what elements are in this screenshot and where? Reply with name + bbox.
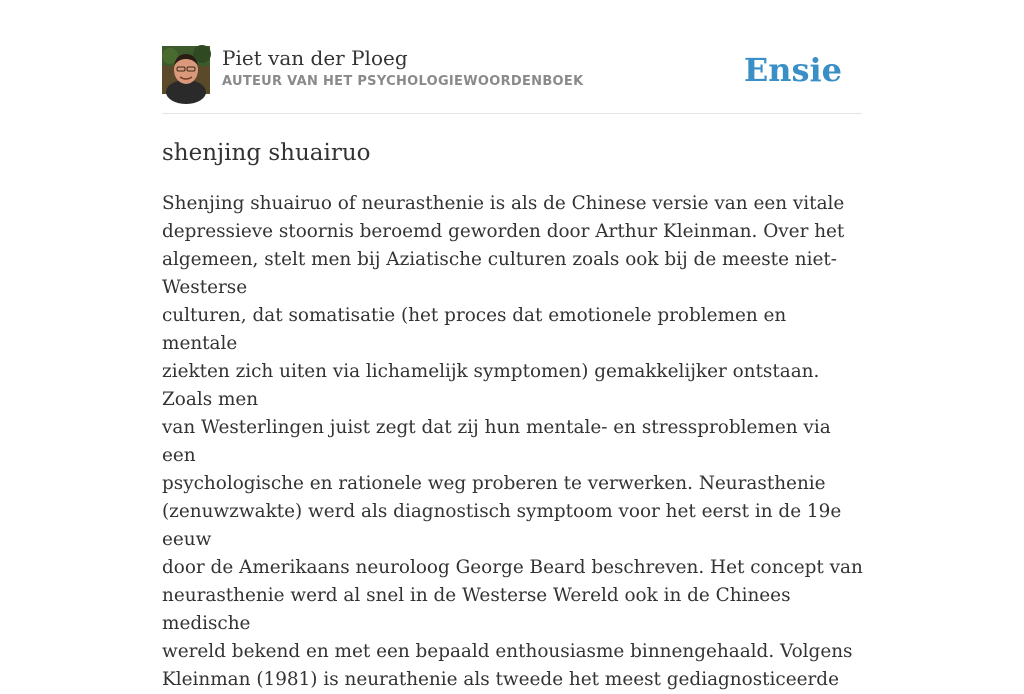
article-line: van Westerlingen juist zegt dat zij hun mentale- en stressproblemen via een — [162, 417, 831, 466]
article-line: Kleinman (1981) is neurathenie als tweede het meest gediagnosticeerde — [162, 669, 839, 690]
author-avatar-photo-icon — [162, 46, 210, 94]
article-line: depressieve stoornis beroemd geworden door Arthur Kleinman. Over het — [162, 221, 845, 242]
ensie-logo[interactable]: Ensie — [743, 51, 842, 89]
article-line: (zenuwzwakte) werd als diagnostisch symptoom voor het eerst in de 19e eeuw — [162, 501, 842, 550]
author-header — [162, 46, 862, 96]
article-title: shenjing shuairuo — [162, 140, 371, 166]
header-divider — [162, 113, 862, 114]
article-body — [162, 190, 866, 694]
article-line: door de Amerikaans neuroloog George Beard beschreven. Het concept van — [162, 557, 863, 578]
author-name[interactable]: Piet van der Ploeg — [222, 46, 408, 70]
author-avatar[interactable] — [162, 46, 210, 94]
article-line: neurasthenie werd al snel in de Westerse Wereld ook in de Chinees medische — [162, 585, 791, 634]
author-role: AUTEUR VAN HET PSYCHOLOGIEWOORDENBOEK — [222, 74, 584, 89]
article-line: psychologische en rationele weg proberen te verwerken. Neurasthenie — [162, 473, 826, 494]
article-line: Shenjing shuairuo of neurasthenie is als de Chinese versie van een vitale — [162, 193, 845, 214]
article-line: wereld bekend en met een bepaald enthousiasme binnengehaald. Volgens — [162, 641, 853, 662]
article-line: culturen, dat somatisatie (het proces dat emotionele problemen en mentale — [162, 305, 787, 354]
article-line: ziekten zich uiten via lichamelijk symptomen) gemakkelijker ontstaan. Zoals men — [162, 361, 820, 410]
article-line: algemeen, stelt men bij Aziatische culturen zoals ook bij de meeste niet-Westerse — [162, 249, 838, 298]
